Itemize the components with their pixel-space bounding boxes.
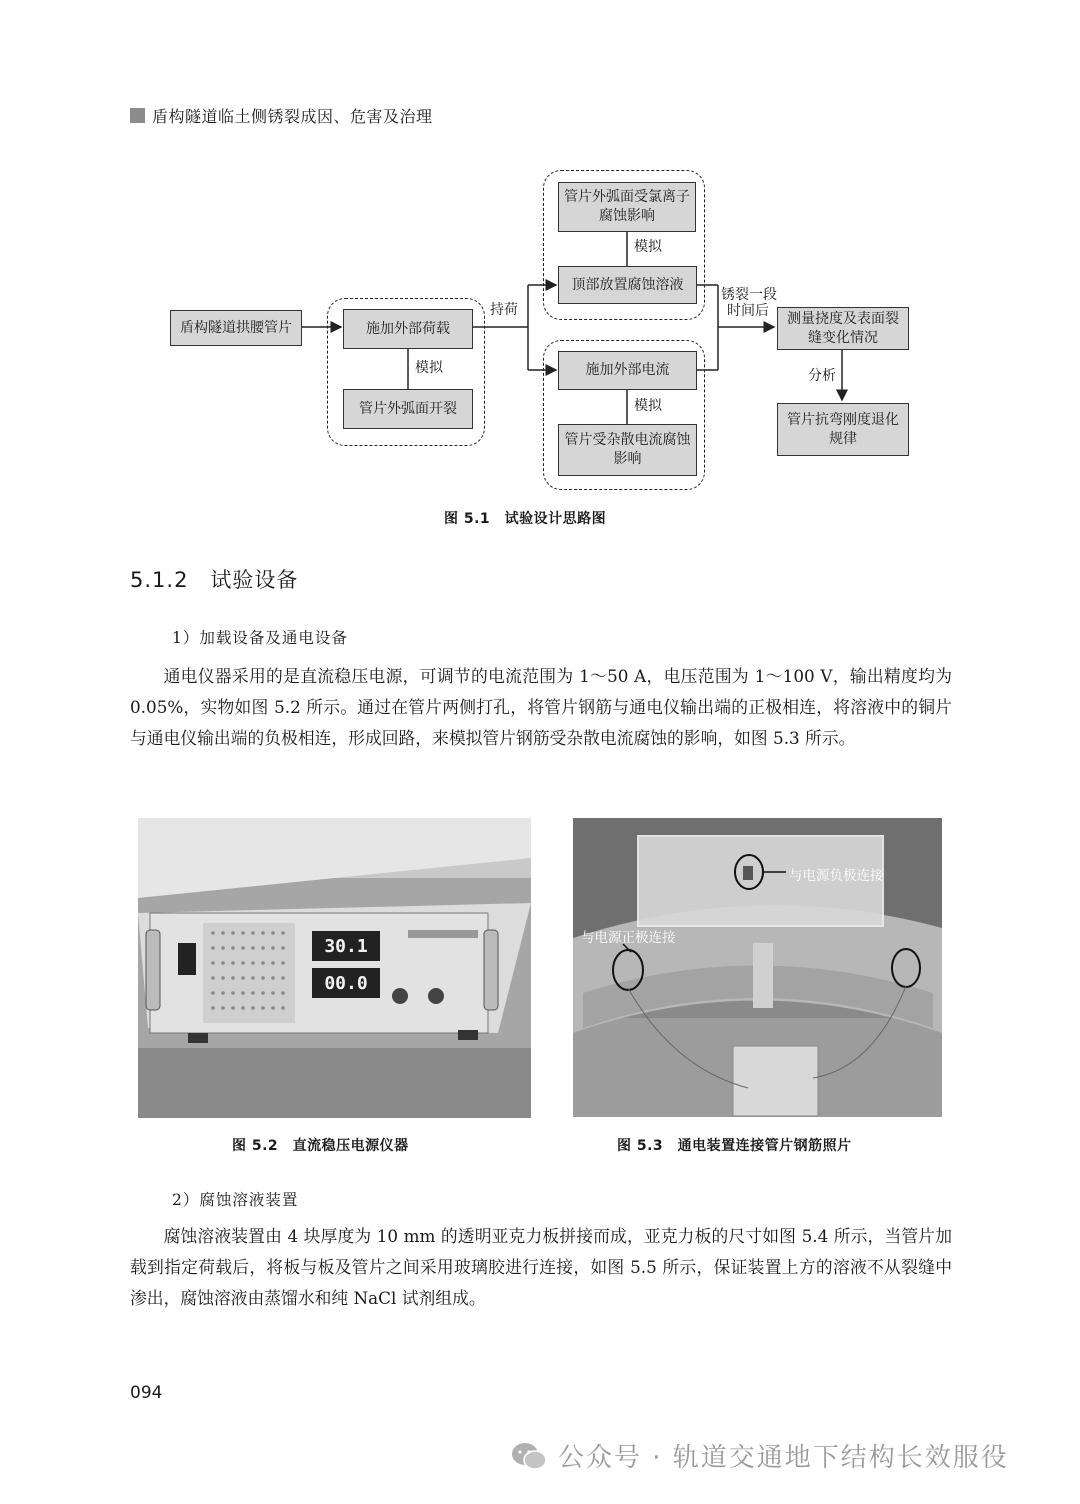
node-load: 施加外部荷载 bbox=[343, 309, 473, 349]
running-header: 盾构隧道临土侧锈裂成因、危害及治理 bbox=[152, 107, 433, 126]
node-crack: 管片外弧面开裂 bbox=[343, 389, 473, 429]
subheading-corrosion-device: 2）腐蚀溶液装置 bbox=[172, 1191, 299, 1209]
edge-label-simulate-1: 模拟 bbox=[415, 360, 443, 376]
edge-label-simulate-3: 模拟 bbox=[634, 398, 662, 414]
wechat-icon bbox=[510, 1441, 548, 1471]
edge-label-analyze: 分析 bbox=[808, 368, 836, 384]
flowchart-connectors bbox=[0, 0, 1080, 500]
power-supply-illustration bbox=[138, 818, 531, 1118]
label-positive-terminal: 与电源正极连接 bbox=[581, 930, 676, 946]
node-degrade: 管片抗弯刚度退化规律 bbox=[777, 403, 909, 456]
edge-label-hold: 持荷 bbox=[490, 302, 518, 318]
edge-label-rust-2: 时间后 bbox=[727, 303, 769, 319]
paragraph-power-supply: 通电仪器采用的是直流稳压电源，可调节的电流范围为 1～50 A，电压范围为 1～100 V，输出精度均为 0.05%，实物如图 5.2 所示。通过在管片两侧打孔，将管片钢筋与通电仪输出端的正极相连，将溶液中的铜片与通电仪输出端的负极相连，形成回路，来模拟管片钢筋受杂散电流腐蚀的影响，如图 5.3 所示。 bbox=[130, 666, 952, 748]
node-solution: 顶部放置腐蚀溶液 bbox=[558, 266, 697, 304]
edge-label-simulate-2: 模拟 bbox=[634, 239, 662, 255]
paragraph-corrosion-device: 腐蚀溶液装置由 4 块厚度为 10 mm 的透明亚克力板拼接而成，亚克力板的尺寸如图 5.4 所示，当管片加载到指定荷载后，将板与板及管片之间采用玻璃胶进行连接，如图 5.5 所示，保证装置上方的溶液不从裂缝中渗出，腐蚀溶液由蒸馏水和纯 NaCl 试剂组成。 bbox=[130, 1226, 952, 1308]
connection-illustration bbox=[573, 818, 942, 1117]
page-number: 094 bbox=[130, 1383, 163, 1403]
display-current: 30.1 bbox=[324, 936, 368, 957]
subheading-equipment: 1）加载设备及通电设备 bbox=[172, 629, 348, 647]
watermark-text: 公众号 · 轨道交通地下结构长效服役 bbox=[558, 1443, 1009, 1473]
node-segment: 盾构隧道拱腰管片 bbox=[170, 310, 302, 346]
figure-caption-5-1: 图 5.1 试验设计思路图 bbox=[444, 511, 607, 527]
display-voltage: 00.0 bbox=[324, 973, 368, 994]
node-chloride: 管片外弧面受氯离子腐蚀影响 bbox=[558, 182, 696, 232]
section-heading: 5.1.2 试验设备 bbox=[130, 568, 299, 592]
figure-caption-5-3: 图 5.3 通电装置连接管片钢筋照片 bbox=[617, 1138, 852, 1154]
figure-caption-5-2: 图 5.2 直流稳压电源仪器 bbox=[232, 1138, 409, 1154]
node-measure: 测量挠度及表面裂缝变化情况 bbox=[777, 307, 909, 350]
edge-label-rust-1: 锈裂一段 bbox=[721, 287, 777, 303]
watermark bbox=[510, 1437, 1009, 1474]
node-current: 施加外部电流 bbox=[558, 351, 697, 390]
photo-power-supply bbox=[138, 818, 531, 1118]
label-negative-terminal: 与电源负极连接 bbox=[789, 868, 884, 884]
photo-connection bbox=[573, 818, 942, 1117]
node-stray: 管片受杂散电流腐蚀影响 bbox=[558, 424, 697, 476]
